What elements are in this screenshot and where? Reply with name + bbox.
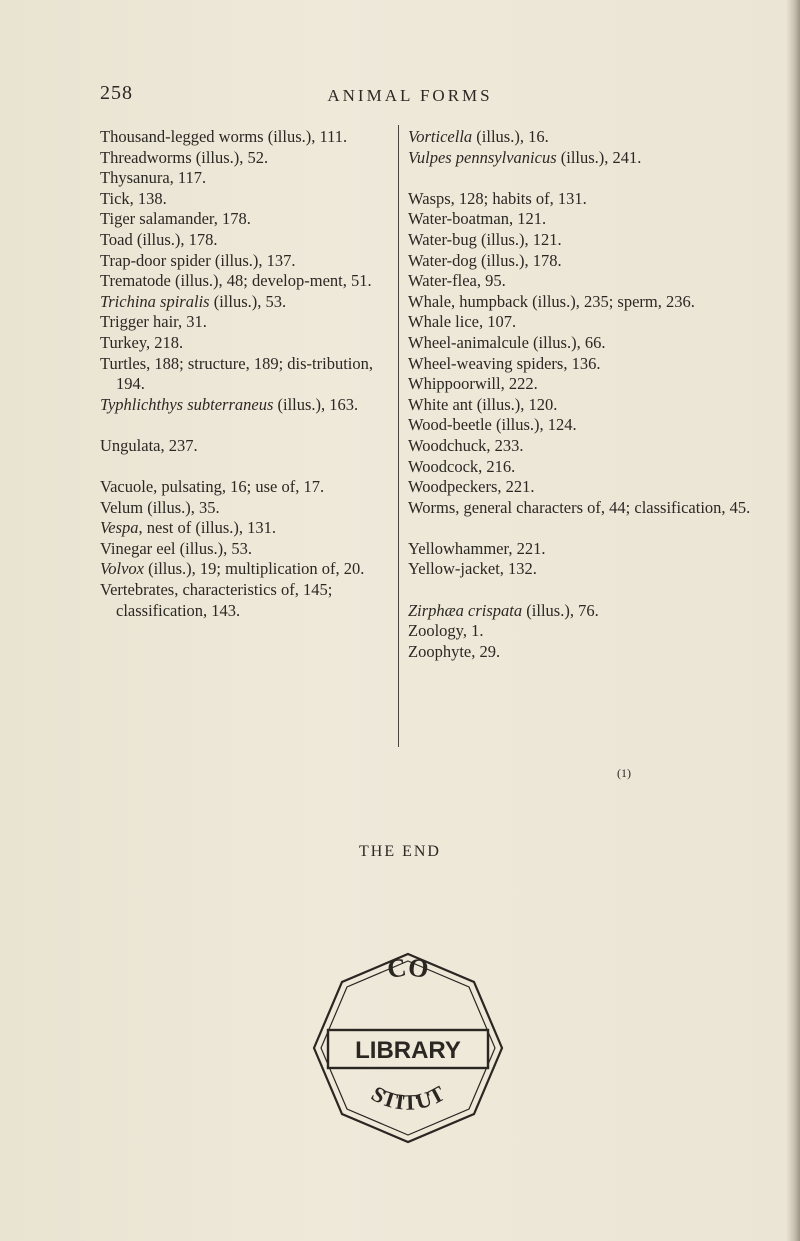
index-entry: [408, 189, 798, 210]
index-entry-text: Tick, 138.: [100, 188, 167, 208]
index-entry-text: Turkey, 218.: [100, 332, 184, 352]
index-entry-text: Thysanura, 117.: [100, 168, 207, 188]
index-entry: [408, 436, 798, 457]
entry-gap: [100, 415, 395, 436]
index-entry-text: Worms, general characters of, 44; classification, 45.: [408, 497, 751, 517]
index-entry-text: Water-dog (illus.), 178.: [408, 250, 562, 270]
index-entry: [100, 498, 395, 519]
index-entry: [100, 209, 395, 230]
index-entry-text: Water-boatman, 121.: [408, 209, 547, 229]
index-entry-text: Trap-door spider (illus.), 137.: [100, 250, 296, 270]
index-entry: [408, 148, 798, 169]
svg-text:CO: [385, 952, 430, 983]
entry-gap: [408, 168, 798, 189]
index-entry-text: (illus.), 53.: [209, 291, 287, 311]
index-entry: [408, 374, 798, 395]
index-entry-italic-term: Vulpes pennsylvanicus: [408, 147, 557, 167]
index-entry: [408, 395, 798, 416]
index-entry: [100, 539, 395, 560]
index-entry: [100, 271, 395, 292]
library-stamp-icon: [308, 948, 508, 1148]
index-entry: [408, 230, 798, 251]
index-entry: [408, 209, 798, 230]
index-entry: [100, 436, 395, 457]
index-entry: [408, 498, 798, 519]
index-entry: [100, 477, 395, 498]
library-stamp: [308, 948, 508, 1148]
index-column-right: [408, 127, 798, 662]
index-entry-text: Whale, humpback (illus.), 235; sperm, 236.: [408, 291, 695, 311]
index-entry: [408, 312, 798, 333]
index-entry: [100, 148, 395, 169]
index-entry-text: (illus.), 76.: [522, 600, 599, 620]
index-entry-text: Trematode (illus.), 48; develop-ment, 51.: [100, 271, 372, 291]
index-entry: [100, 292, 395, 313]
index-entry: [408, 621, 798, 642]
index-entry-text: Woodcock, 216.: [408, 456, 516, 476]
index-entry-text: , nest of (illus.), 131.: [138, 518, 276, 538]
index-entry-text: Wheel-animalcule (illus.), 66.: [408, 332, 606, 352]
index-entry: [100, 354, 395, 395]
index-entry-text: Water-flea, 95.: [408, 271, 506, 291]
index-entry: [408, 354, 798, 375]
page-header: [100, 82, 700, 112]
index-entry: [408, 457, 798, 478]
index-entry: [100, 333, 395, 354]
index-entry: [408, 477, 798, 498]
index-entry-text: Yellow-jacket, 132.: [408, 559, 537, 579]
the-end-text: THE END: [359, 843, 441, 860]
column-divider: [398, 125, 399, 747]
index-entry: [408, 642, 798, 663]
index-entry-text: Trigger hair, 31.: [100, 312, 207, 332]
index-entry-italic-term: Zirphæa crispata: [408, 600, 523, 620]
index-entry-text: Whippoorwill, 222.: [408, 374, 538, 394]
index-entry-text: Ungulata, 237.: [100, 435, 198, 455]
stamp-bottom-text: STITUT: [367, 1080, 449, 1115]
index-entry-text: Whale lice, 107.: [408, 312, 517, 332]
index-entry-italic-term: Trichina spiralis: [100, 291, 210, 311]
index-entry-text: Water-bug (illus.), 121.: [408, 229, 562, 249]
index-entry: [408, 127, 798, 148]
footnote-mark: (1): [617, 766, 631, 780]
index-entry-text: Turtles, 188; structure, 189; dis-tribution, 194.: [100, 353, 374, 394]
index-entry-text: Wasps, 128; habits of, 131.: [408, 188, 587, 208]
entry-gap: [408, 580, 798, 601]
index-entry: [100, 580, 395, 621]
index-entry: [408, 333, 798, 354]
index-entry-text: Yellowhammer, 221.: [408, 538, 546, 558]
index-entry-italic-term: Typhlichthys subterraneus: [100, 394, 274, 414]
index-entry-text: Threadworms (illus.), 52.: [100, 147, 269, 167]
running-head: ANIMAL FORMS: [327, 86, 493, 105]
index-entry-text: Zoophyte, 29.: [408, 641, 501, 661]
index-entry: [100, 251, 395, 272]
index-entry: [100, 230, 395, 251]
index-entry: [100, 518, 395, 539]
index-entry: [408, 539, 798, 560]
index-entry: [100, 189, 395, 210]
index-entry: [408, 251, 798, 272]
index-entry: [408, 415, 798, 436]
index-entry-italic-term: Vespa: [100, 518, 139, 538]
index-entry-italic-term: Volvox: [100, 559, 144, 579]
index-entry-text: Velum (illus.), 35.: [100, 497, 220, 517]
stamp-center-text: LIBRARY: [355, 1037, 461, 1064]
page-number: 258: [100, 82, 133, 104]
index-entry-text: Vinegar eel (illus.), 53.: [100, 538, 253, 558]
index-entry-text: Toad (illus.), 178.: [100, 229, 218, 249]
index-entry-text: Tiger salamander, 178.: [100, 209, 251, 229]
index-entry: [100, 559, 395, 580]
index-entry-text: White ant (illus.), 120.: [408, 394, 558, 414]
stamp-top-text: CO: [385, 952, 431, 984]
index-entry: [408, 601, 798, 622]
index-entry: [100, 395, 395, 416]
index-entry: [100, 168, 395, 189]
svg-text:STITUT: [367, 1080, 449, 1114]
index-entry: [100, 312, 395, 333]
index-entry: [408, 559, 798, 580]
index-entry: [408, 271, 798, 292]
index-entry-text: Woodpeckers, 221.: [408, 477, 535, 497]
index-entry-text: Vertebrates, characteristics of, 145; classification, 143.: [100, 580, 333, 620]
index-entry-italic-term: Vorticella: [408, 127, 473, 146]
index-entry-text: (illus.), 16.: [472, 127, 549, 146]
index-entry: [408, 292, 798, 313]
index-entry-text: Thousand-legged worms (illus.), 111.: [100, 127, 348, 146]
index-entry-text: Zoology, 1.: [408, 621, 484, 641]
index-entry-text: Wheel-weaving spiders, 136.: [408, 353, 601, 373]
index-entry-text: (illus.), 241.: [556, 147, 642, 167]
index-column-left: [100, 127, 395, 621]
index-entry-text: Vacuole, pulsating, 16; use of, 17.: [100, 477, 325, 497]
index-entry-text: Wood-beetle (illus.), 124.: [408, 415, 577, 435]
entry-gap: [100, 457, 395, 478]
index-entry: [100, 127, 395, 148]
index-entry-text: (illus.), 163.: [273, 394, 359, 414]
index-entry-text: Woodchuck, 233.: [408, 435, 524, 455]
index-entry-text: (illus.), 19; multiplication of, 20.: [143, 559, 365, 579]
entry-gap: [408, 518, 798, 539]
